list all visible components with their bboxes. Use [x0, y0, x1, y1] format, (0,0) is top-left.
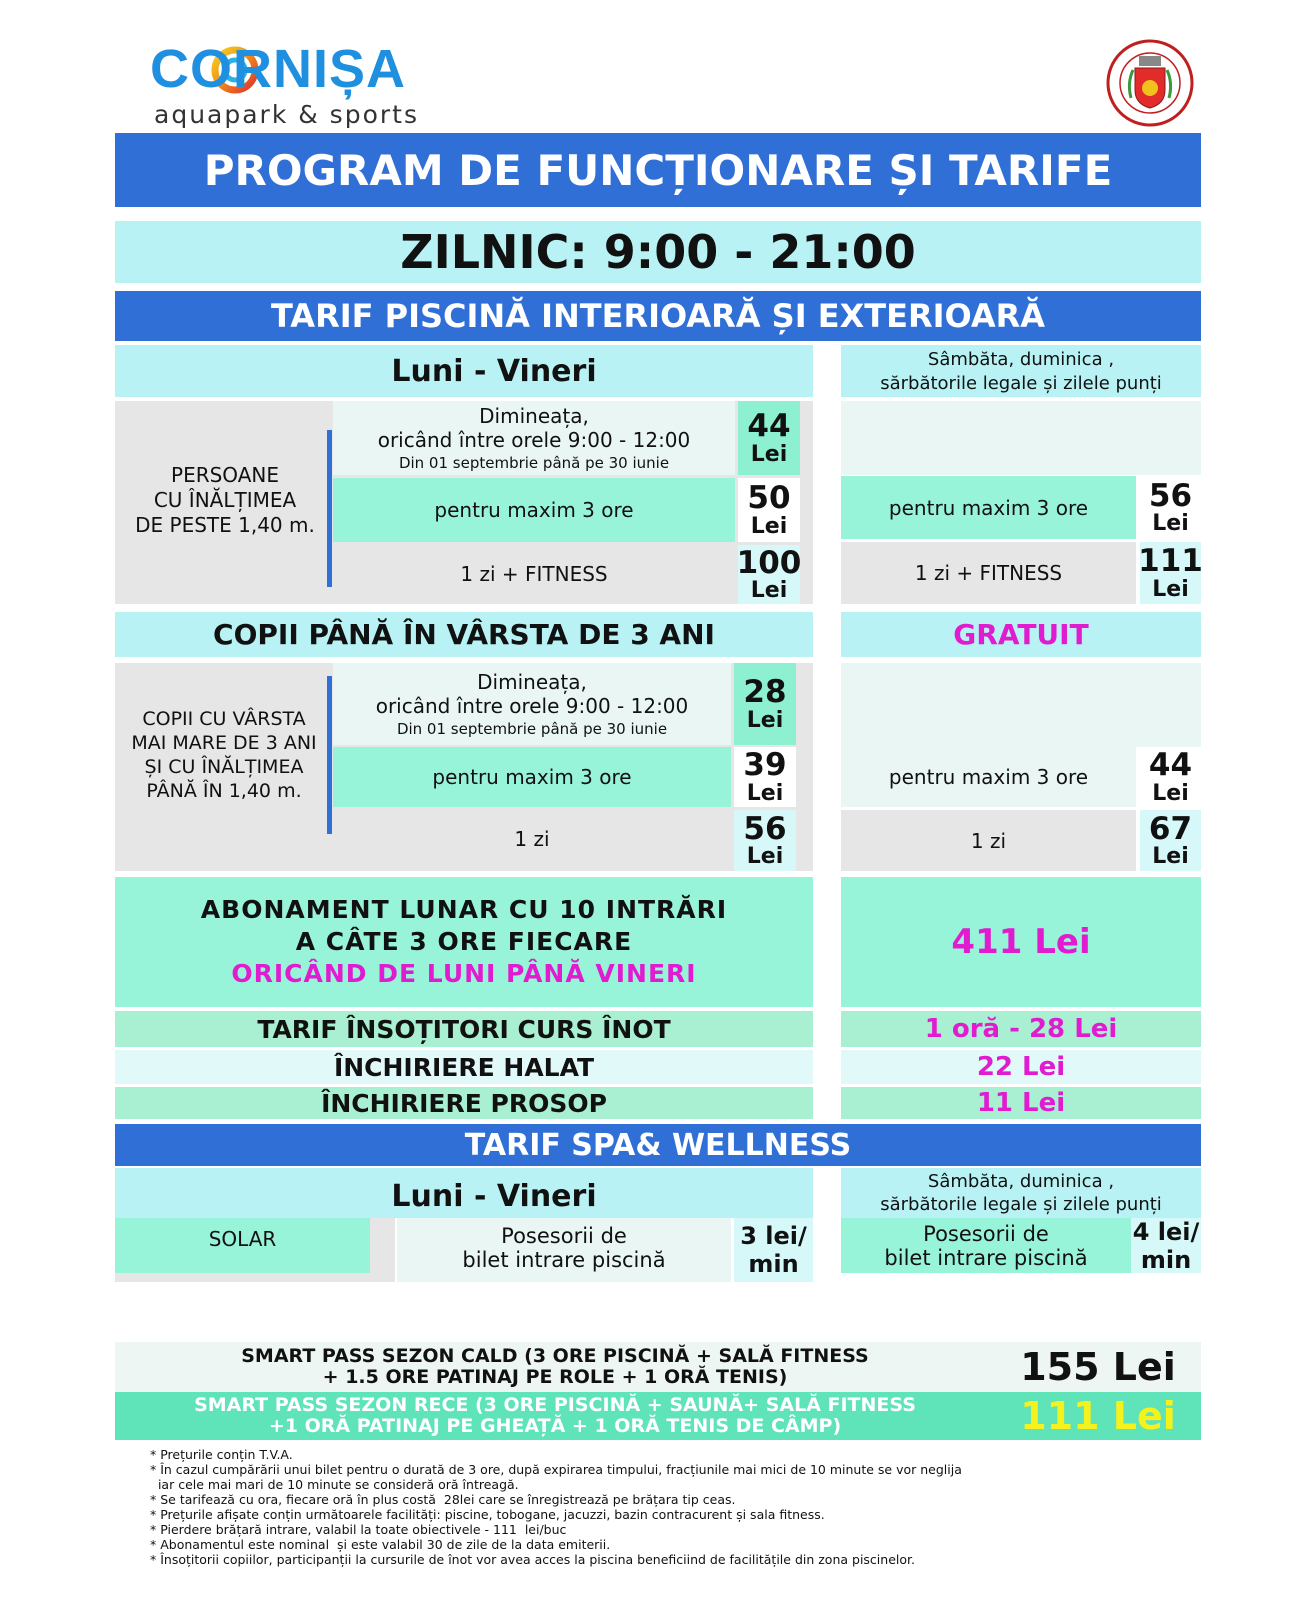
- adults-day-price-unit: Lei: [750, 578, 788, 604]
- towel-price: 11 Lei: [841, 1087, 1201, 1119]
- spa-weekend-price-line-1: 4 lei/: [1132, 1217, 1200, 1246]
- smart-pass-warm-line-2: + 1.5 ORE PATINAJ PE ROLE + 1 ORĂ TENIS): [322, 1366, 788, 1388]
- children-3h-price-unit: Lei: [746, 780, 784, 806]
- children-day-price-unit: Lei: [746, 844, 784, 870]
- children-morning-price-value: 28: [743, 674, 787, 711]
- children-3h-price-value: 39: [743, 747, 787, 784]
- children-day-price-value: 56: [743, 810, 787, 847]
- children-3h-price: [734, 747, 796, 807]
- spa-weekend-holders: [841, 1218, 1131, 1273]
- subscription-line-3: ORICÂND DE LUNI PÂNĂ VINERI: [231, 959, 697, 988]
- children-morning-price-unit: Lei: [746, 707, 784, 733]
- robe-label: ÎNCHIRIERE HALAT: [115, 1050, 813, 1084]
- logo-subtitle: aquapark & sports: [154, 100, 419, 129]
- adults-morning-price-unit: Lei: [750, 441, 788, 467]
- children-day-desc: 1 zi: [514, 827, 550, 851]
- children-weekend-day-price: [1140, 810, 1201, 871]
- note-line: * Se tarifează cu ora, fiecare oră în plus costă 28lei care se înregistrează pe brățara tip ceas.: [150, 1492, 736, 1507]
- adults-morning-line-1: Dimineața,: [479, 404, 589, 428]
- children-label-line-4: PÂNĂ ÎN 1,40 m.: [146, 780, 302, 802]
- adults-weekend-day-price-value: 111: [1138, 543, 1203, 580]
- adults-label: [120, 460, 330, 540]
- adults-day-price-value: 100: [736, 544, 802, 581]
- note-line: iar cele mai mari de 10 minute se consideră oră întreagă.: [150, 1477, 519, 1492]
- smart-pass-cold-desc: [115, 1392, 995, 1440]
- pool-weekend-header-line-1: Sâmbăta, duminica ,: [927, 349, 1115, 370]
- adults-weekend-3h-price-value: 56: [1148, 477, 1193, 514]
- spa-weekend-price-line-2: min: [1140, 1245, 1192, 1274]
- adults-morning-desc: [333, 401, 735, 475]
- children-morning-line-1: Dimineața,: [477, 670, 587, 694]
- adults-label-line-2: CU ÎNĂLȚIMEA: [153, 487, 297, 512]
- pool-weekend-header: [841, 345, 1201, 397]
- smart-pass-warm-line-1: SMART PASS SEZON CALD (3 ORE PISCINĂ + SALĂ FITNESS: [241, 1345, 869, 1367]
- adults-weekend-day-price: [1140, 542, 1201, 604]
- children-morning-line-3: Din 01 septembrie până pe 30 iunie: [396, 720, 668, 738]
- adults-weekend-day-price-unit: Lei: [1152, 576, 1189, 602]
- opening-hours: ZILNIC: 9:00 - 21:00: [115, 221, 1201, 283]
- children-morning-price: [734, 663, 796, 745]
- adults-morning-line-3: Din 01 septembrie până pe 30 iunie: [398, 454, 670, 472]
- spa-weekday-holders: [397, 1218, 731, 1282]
- note-line: * Pierdere brățară intrare, valabil la toate obiectivele - 111 lei/buc: [150, 1522, 567, 1537]
- subscription-line-1: ABONAMENT LUNAR CU 10 INTRĂRI: [200, 895, 728, 924]
- note-line: * Însoțitorii copiilor, participanții la cursurile de înot vor avea acces la piscina beneficiind de facilitățile din zona piscinelor.: [150, 1552, 915, 1567]
- adults-3h-price-unit: Lei: [750, 513, 788, 539]
- smart-pass-warm-price: 155 Lei: [995, 1342, 1201, 1392]
- logo-title: CORNIȘA: [150, 39, 407, 99]
- subscription-desc: [115, 877, 813, 1007]
- note-line: * În cazul cumpărării unui bilet pentru o durată de 3 ore, după expirarea timpului, fracțiunile mai mici de 10 minute se vor neglija: [150, 1462, 962, 1477]
- children-morning-line-2: oricând între orele 9:00 - 12:00: [375, 694, 689, 718]
- spa-weekend-holders-line-2: bilet intrare piscină: [884, 1245, 1088, 1270]
- infants-price: GRATUIT: [841, 612, 1201, 657]
- adults-3h-price: [738, 478, 800, 542]
- children-weekend-3h-price-unit: Lei: [1152, 780, 1189, 806]
- smart-pass-cold-line-2: +1 ORĂ PATINAJ PE GHEAȚĂ + 1 ORĂ TENIS DE CÂMP): [268, 1415, 842, 1437]
- smart-pass-cold-line-1: SMART PASS SEZON RECE (3 ORE PISCINĂ + SAUNĂ+ SALĂ FITNESS: [194, 1394, 916, 1416]
- adults-3h-price-value: 50: [747, 480, 791, 517]
- adults-weekend-3h-desc: pentru maxim 3 ore: [841, 476, 1136, 539]
- adults-weekend-3h-price: [1140, 476, 1201, 539]
- children-weekend-3h-price-value: 44: [1148, 747, 1193, 784]
- smart-pass-cold-price: 111 Lei: [995, 1392, 1201, 1440]
- spa-weekend-price: [1131, 1218, 1201, 1273]
- note-line: * Prețurile afișate conțin următoarele facilități: piscine, tobogane, jacuzzi, bazin contracurent și sala fitness.: [150, 1507, 825, 1522]
- notes: [150, 1447, 1210, 1577]
- spa-weekend-holders-line-1: Posesorii de: [923, 1221, 1049, 1246]
- adults-morning-price-value: 44: [747, 408, 791, 445]
- city-seal-graphic: [1105, 38, 1195, 128]
- spa-weekday-price-line-1: 3 lei/: [740, 1222, 807, 1250]
- subscription-price: 411 Lei: [841, 877, 1201, 1007]
- adults-weekend-3h-price-unit: Lei: [1152, 511, 1189, 537]
- children-label-line-2: MAI MARE DE 3 ANI: [131, 732, 317, 754]
- adults-morning-line-2: oricând între orele 9:00 - 12:00: [377, 428, 691, 452]
- page-title: PROGRAM DE FUNCȚIONARE ȘI TARIFE: [115, 133, 1201, 207]
- children-weekend-day-price-value: 67: [1148, 810, 1193, 847]
- children-weekend-3h-price: [1140, 747, 1201, 807]
- solar-label: SOLAR: [115, 1218, 370, 1273]
- adults-weekend-day-desc: 1 zi + FITNESS: [841, 542, 1136, 604]
- pool-weekday-header: Luni - Vineri: [115, 345, 813, 397]
- towel-label: ÎNCHIRIERE PROSOP: [115, 1087, 813, 1119]
- children-weekend-day-price-unit: Lei: [1152, 844, 1189, 870]
- children-weekend-3h-desc: pentru maxim 3 ore: [841, 747, 1136, 807]
- infants-label: COPII PÂNĂ ÎN VÂRSTA DE 3 ANI: [115, 612, 813, 657]
- adults-day-desc: 1 zi + FITNESS: [460, 561, 608, 586]
- robe-price: 22 Lei: [841, 1050, 1201, 1084]
- children-morning-desc: [333, 663, 731, 745]
- spa-section-title: TARIF SPA& WELLNESS: [115, 1124, 1201, 1166]
- spa-weekend-header: [841, 1168, 1201, 1218]
- children-weekend-day-desc: 1 zi: [841, 810, 1136, 871]
- children-divider: [327, 676, 332, 834]
- city-seal: [1105, 38, 1195, 128]
- note-line: * Abonamentul este nominal și este valabil 30 de zile de la data emiterii.: [150, 1537, 611, 1552]
- spa-weekday-holders-line-2: bilet intrare piscină: [462, 1248, 666, 1272]
- adults-weekend-spacer: [841, 401, 1201, 475]
- adults-divider: [327, 430, 332, 587]
- pool-section-title: TARIF PISCINĂ INTERIOARĂ ȘI EXTERIOARĂ: [115, 291, 1201, 341]
- adults-morning-price: [738, 401, 800, 475]
- adults-day-price: [738, 545, 800, 604]
- pool-weekend-header-line-2: sărbătorile legale și zilele punți: [880, 373, 1162, 394]
- spa-weekend-header-line-2: sărbătorile legale și zilele punți: [880, 1194, 1162, 1215]
- subscription-line-2: A CÂTE 3 ORE FIECARE: [295, 927, 633, 956]
- spa-weekday-holders-line-1: Posesorii de: [501, 1224, 627, 1248]
- smart-pass-warm-desc: [115, 1342, 995, 1392]
- children-weekend-spacer: [841, 663, 1201, 747]
- escort-price: 1 oră - 28 Lei: [841, 1011, 1201, 1047]
- adults-label-line-1: PERSOANE: [171, 462, 279, 487]
- children-label-line-1: COPII CU VÂRSTA: [142, 708, 306, 730]
- children-label-line-3: ȘI CU ÎNĂLȚIMEA: [144, 756, 304, 778]
- children-day-price: [734, 810, 796, 871]
- escort-label: TARIF ÎNSOȚITORI CURS ÎNOT: [115, 1011, 813, 1047]
- children-label: [118, 700, 330, 810]
- spa-weekday-price: [734, 1218, 813, 1282]
- spa-weekday-price-line-2: min: [748, 1250, 799, 1278]
- spa-weekend-header-line-1: Sâmbăta, duminica ,: [927, 1171, 1115, 1192]
- adults-label-line-3: DE PESTE 1,40 m.: [135, 512, 315, 537]
- spa-weekday-header: Luni - Vineri: [115, 1168, 813, 1218]
- note-line: * Prețurile conțin T.V.A.: [150, 1447, 293, 1462]
- adults-3h-desc: pentru maxim 3 ore: [333, 478, 735, 542]
- children-3h-desc: pentru maxim 3 ore: [333, 747, 731, 807]
